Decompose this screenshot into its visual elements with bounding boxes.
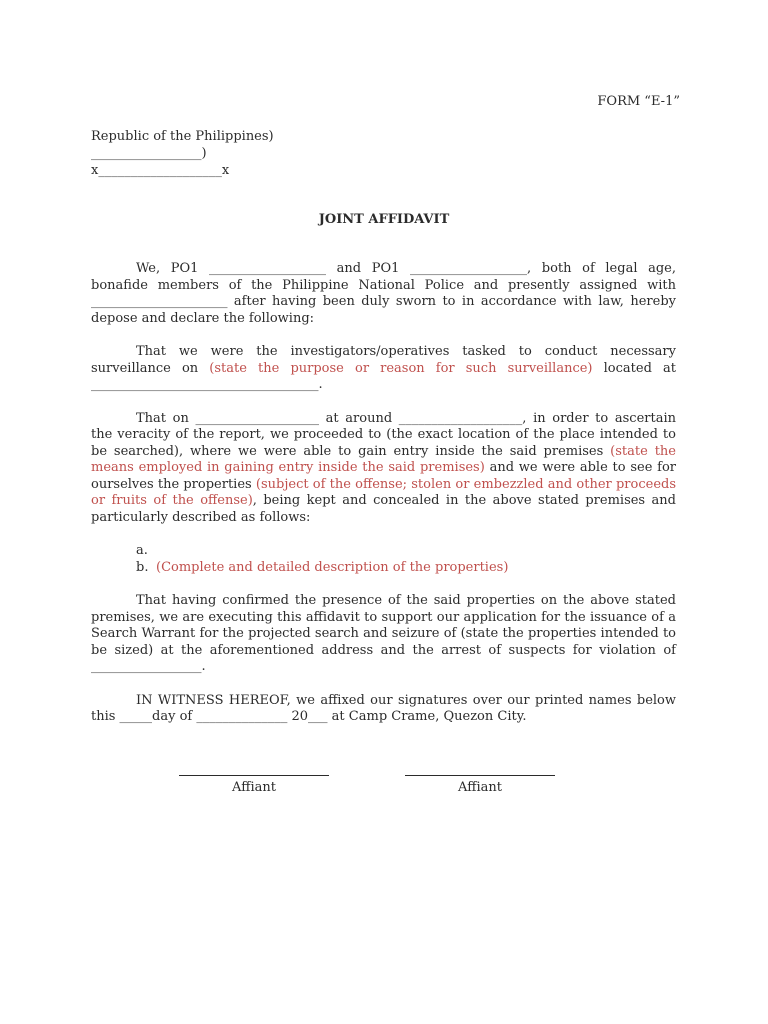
caption-line-x: x___________________x	[91, 163, 230, 178]
affidavit-body	[91, 261, 676, 743]
list-marker: a.	[136, 543, 148, 558]
property-list	[91, 543, 676, 576]
paragraph-entry-text-b: and we were able to see for ourselves the properties	[91, 460, 677, 492]
document-title: JOINT AFFIDAVIT	[318, 212, 450, 227]
instruction-properties-subject: (subject of the offense; stolen or embezzled and other proceeds or fruits of the offense)	[91, 476, 677, 508]
caption-line-republic: Republic of the Philippines)	[91, 129, 274, 144]
list-marker: b.	[136, 559, 149, 575]
signature-line	[179, 765, 329, 776]
paragraph-entry	[91, 411, 676, 527]
paragraph-purpose: That having confirmed the presence of the said properties on the above stated premises, we are executing this affidavit to support our application for the issuance of a Search Warrant for the projected search and seizure of (state the properties intended to be sized) at the aforementioned address and the arrest of suspects for violation of _________________.	[91, 593, 676, 674]
paragraph-witness: IN WITNESS HEREOF, we affixed our signatures over our printed names below this _____day of ______________ 20___ at Camp Crame, Quezon City.	[91, 692, 676, 724]
paragraph-surveillance	[91, 344, 676, 394]
instruction-means-of-entry: (state the means employed in gaining entry inside the said premises)	[91, 443, 676, 475]
paragraph-surveillance-text-a: That we were the investigators/operatives tasked to conduct necessary surveillance on	[91, 344, 676, 376]
instruction-surveillance-purpose: (state the purpose or reason for such surveillance)	[209, 360, 593, 376]
signature-label: Affiant	[232, 780, 276, 795]
signature-label: Affiant	[458, 780, 502, 795]
paragraph-entry-text-a: That on ___________________ at around ___________________, in order to ascertain the veracity of the report, we proceeded to (the exact location of the place intended to be searched), where we were able to gain entry inside the said premises	[91, 410, 676, 459]
caption-line-blank: _________________)	[91, 146, 207, 161]
paragraph-surveillance-text-b: located at ___________________________________.	[91, 360, 676, 392]
case-caption	[91, 128, 274, 179]
property-list-item	[136, 560, 676, 577]
signature-block-affiant-2	[405, 765, 555, 795]
signature-block-affiant-1	[179, 765, 329, 795]
instruction-property-description: (Complete and detailed description of the properties)	[156, 559, 509, 575]
signature-line	[405, 765, 555, 776]
paragraph-entry-text-c: , being kept and concealed in the above stated premises and particularly described as follows:	[91, 493, 676, 525]
form-number: FORM “E-1”	[597, 94, 680, 109]
property-list-item	[136, 543, 676, 560]
paragraph-affiants: We, PO1 __________________ and PO1 __________________, both of legal age, bonafide members of the Philippine National Police and presently assigned with _____________________ after having been duly sworn to in accordance with law, hereby depose and declare the following:	[91, 261, 676, 326]
